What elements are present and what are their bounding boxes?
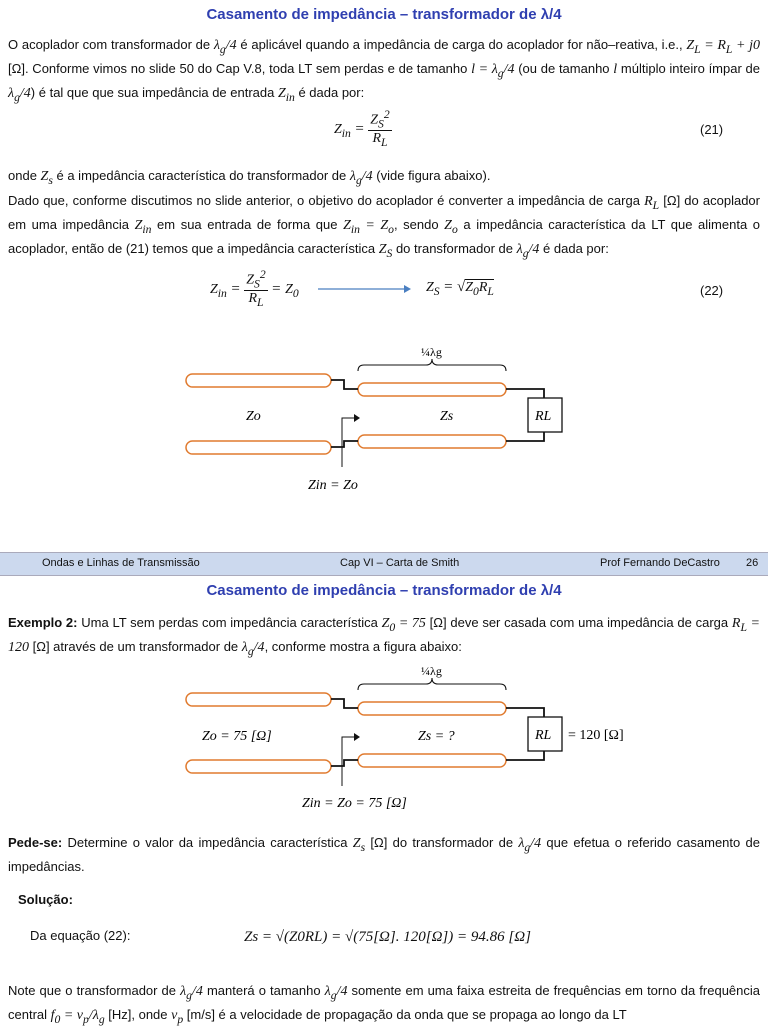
rl-value-label: = 120 [Ω]: [568, 728, 624, 743]
slide1-title: Casamento de impedância – transformador de λ/4: [206, 6, 562, 23]
solucao-from-equation: Da equação (22):: [30, 928, 131, 943]
zs-label: Zs: [440, 409, 454, 424]
equation-22-left: $Z_{in}$ = $\frac{Z_S^2}{R_L}$ = $Z_0$: [210, 268, 299, 310]
slide1-dado-paragraph: Dado que, conforme discutimos no slide anterior, o objetivo do acoplador é converter a impedância de carga $R_L$ [Ω] do acoplador em uma impedância $Z_{in}$ em sua entrada de forma que $Z_{in} = Z_o$, sendo $Z_o$ a impedância característica da LT que alimenta o acoplador, então de (21) temos que a impedância característica $Z_S$ do transformador de $\lambda_g/4$ é dada por:: [8, 193, 760, 260]
feed-line-top: [186, 693, 331, 706]
equation-22-right: $Z_S = √Z_0R_L$: [426, 279, 494, 298]
zo-label: Zo: [246, 409, 261, 424]
slide2-title: Casamento de impedância – transformador de λ/4: [206, 582, 562, 599]
equation-21: $Z_{in}$ = $\frac{Z_S^2}{R_L}$: [334, 108, 390, 150]
equation-arrow: [318, 282, 412, 296]
solution-equation: Zs = √(Z0RL) = √(75[Ω]. 120[Ω]) = 94.86 [Ω]: [244, 929, 531, 945]
slide-footer: [0, 552, 768, 576]
rl-label: RL: [535, 728, 552, 743]
quarter-wave-brace: [358, 678, 506, 690]
transformer-line-top: [358, 383, 506, 396]
slide1-onde-paragraph: onde $Z_s$ é a impedância característica do transformador de $\lambda_g/4$ (vide figura abaixo).: [8, 168, 491, 187]
quarter-wave-label: ¼λg: [421, 664, 442, 678]
feed-line-bottom: [186, 441, 331, 454]
equation-21-number: (21): [700, 122, 724, 137]
transformer-line-bottom: [358, 754, 506, 767]
rl-label: RL: [535, 409, 552, 424]
feed-line-bottom: [186, 760, 331, 773]
quarter-wave-brace: [358, 359, 506, 371]
footer-course: Ondas e Linhas de Transmissão: [42, 557, 200, 569]
transformer-figure-2: [176, 653, 646, 818]
slide1-intro-paragraph: O acoplador com transformador de $\lambda_g/4$ é aplicável quando a impedância de carga do acoplador for não–reativa, i.e., $Z_L = R_L + j0$ [Ω]. Conforme vimos no slide 50 do Cap V.8, toda LT sem perdas e de tamanho $l = \lambda_g/4$ (ou de tamanho l múltiplo inteiro ímpar de $\lambda_g/4$) é tal que que sua impedância de entrada $Z_{in}$ é dada por:: [8, 37, 760, 104]
pede-se-paragraph: Pede-se: Determine o valor da impedância característica $Z_s$ [Ω] do transformador de $\lambda_g/4$ que efetua o referido casamento de impedâncias.: [8, 835, 760, 874]
footer-author: Prof Fernando DeCastro: [600, 557, 720, 569]
feed-line-top: [186, 374, 331, 387]
transformer-line-bottom: [358, 435, 506, 448]
solucao-heading: Solução:: [18, 892, 73, 907]
slide2-example-paragraph: Exemplo 2: Uma LT sem perdas com impedância característica $Z_0 = 75$ [Ω] deve ser casada com uma impedância de carga $R_L = 120$ [Ω] através de um transformador de $\lambda_g/4$, conforme mostra a figura abaixo:: [8, 615, 761, 658]
footer-chapter: Cap VI – Carta de Smith: [340, 557, 460, 569]
transformer-figure-1: [176, 334, 596, 504]
transformer-line-top: [358, 702, 506, 715]
zin-value-label: Zin = Zo = 75 [Ω]: [302, 796, 407, 811]
note-paragraph: Note que o transformador de $\lambda_g/4$ manterá o tamanho $\lambda_g/4$ somente em uma faixa estreita de frequências em torno da frequência central $f_0 = v_p/\lambda_g$ [Hz], onde $v_p$ [m/s] é a velocidade de propagação da onda que se propaga ao longo da LT: [8, 983, 761, 1026]
zs-unknown-label: Zs = ?: [418, 729, 455, 744]
footer-page-number: 26: [746, 557, 759, 569]
zin-label: Zin = Zo: [308, 478, 358, 493]
equation-22-number: (22): [700, 283, 724, 298]
quarter-wave-label: ¼λg: [421, 345, 442, 359]
zo-value-label: Zo = 75 [Ω]: [202, 729, 272, 744]
